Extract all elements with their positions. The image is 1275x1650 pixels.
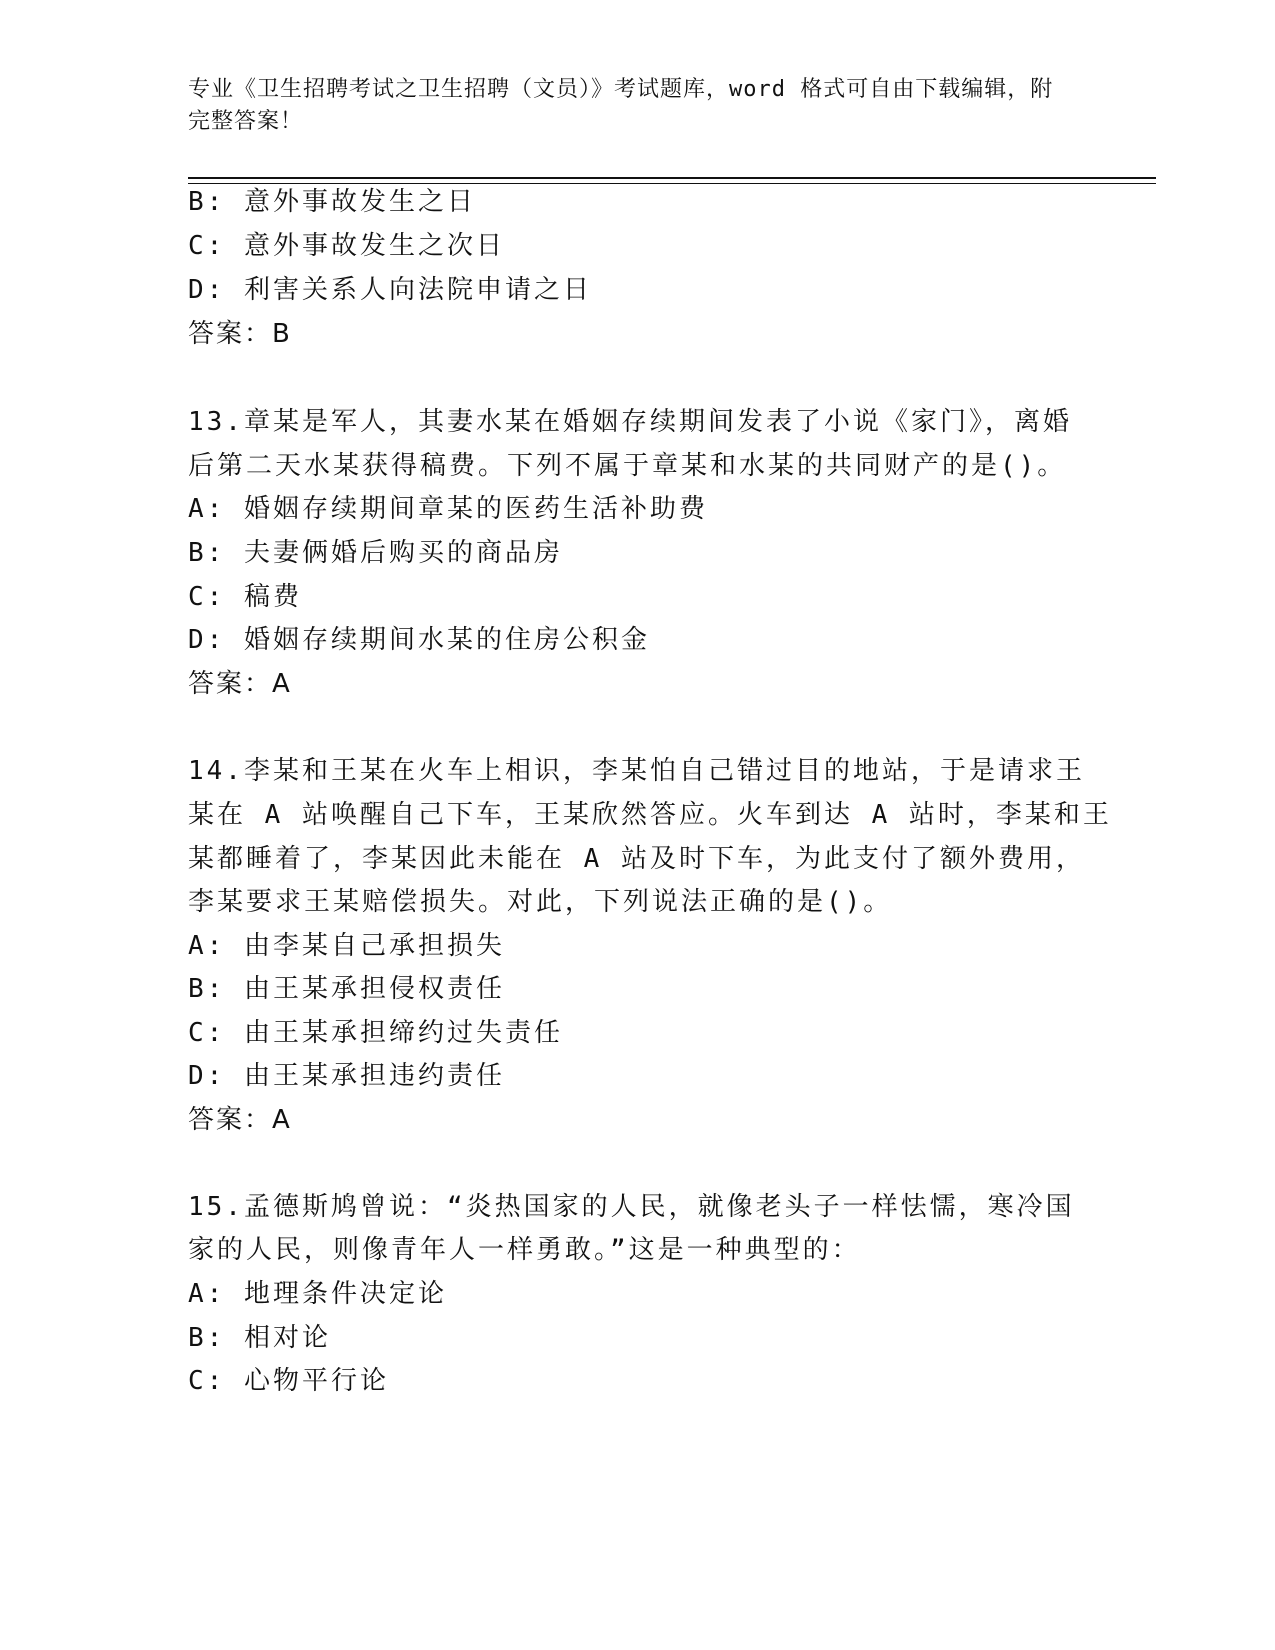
question-15-option-c: C: 心物平行论: [188, 1366, 389, 1396]
question-13-option-b: B: 夫妻俩婚后购买的商品房: [188, 538, 563, 568]
answer: 答案：B: [188, 319, 292, 349]
question-14-option-c: C: 由王某承担缔约过失责任: [188, 1018, 563, 1048]
question-14-option-b: B: 由王某承担侵权责任: [188, 974, 505, 1004]
option-d: D: 利害关系人向法院申请之日: [188, 275, 592, 305]
question-15-option-b: B: 相对论: [188, 1323, 331, 1353]
question-13-answer: 答案：A: [188, 669, 292, 699]
question-15-stem-line: 家的人民，则像青年人一样勇敢。”这是一种典型的：: [188, 1235, 861, 1265]
question-14-stem-line: 某都睡着了，李某因此未能在 A 站及时下车，为此支付了额外费用，: [188, 844, 1085, 874]
question-15-option-a: A: 地理条件决定论: [188, 1279, 447, 1309]
question-15-stem-line: 15.孟德斯鸠曾说：“炎热国家的人民，就像老头子一样怯懦，寒冷国: [188, 1192, 1075, 1222]
header-rule-thick: [188, 177, 1156, 179]
question-14-option-a: A: 由李某自己承担损失: [188, 931, 505, 961]
question-14-stem-line: 某在 A 站唤醒自己下车，王某欣然答应。火车到达 A 站时，李某和王: [188, 800, 1112, 830]
option-b: B: 意外事故发生之日: [188, 187, 476, 217]
document-header: 专业《卫生招聘考试之卫生招聘（文员）》考试题库，word 格式可自由下载编辑，附完整答案！: [188, 77, 1054, 134]
header-rule-thin: [188, 183, 1156, 184]
option-c: C: 意外事故发生之次日: [188, 231, 505, 261]
question-13-option-c: C: 稿费: [188, 582, 302, 612]
question-14-stem-line: 李某要求王某赔偿损失。对此，下列说法正确的是()。: [188, 887, 893, 917]
question-13-option-d: D: 婚姻存续期间水某的住房公积金: [188, 625, 650, 655]
question-13-option-a: A: 婚姻存续期间章某的医药生活补助费: [188, 494, 708, 524]
question-13-stem-line: 后第二天水某获得稿费。下列不属于章某和水某的共同财产的是()。: [188, 451, 1067, 481]
question-14-stem-line: 14.李某和王某在火车上相识，李某怕自己错过目的地站，于是请求王: [188, 756, 1085, 786]
question-13-stem-line: 13.章某是军人，其妻水某在婚姻存续期间发表了小说《家门》，离婚: [188, 407, 1072, 437]
question-14-option-d: D: 由王某承担违约责任: [188, 1061, 505, 1091]
question-14-answer: 答案：A: [188, 1105, 292, 1135]
